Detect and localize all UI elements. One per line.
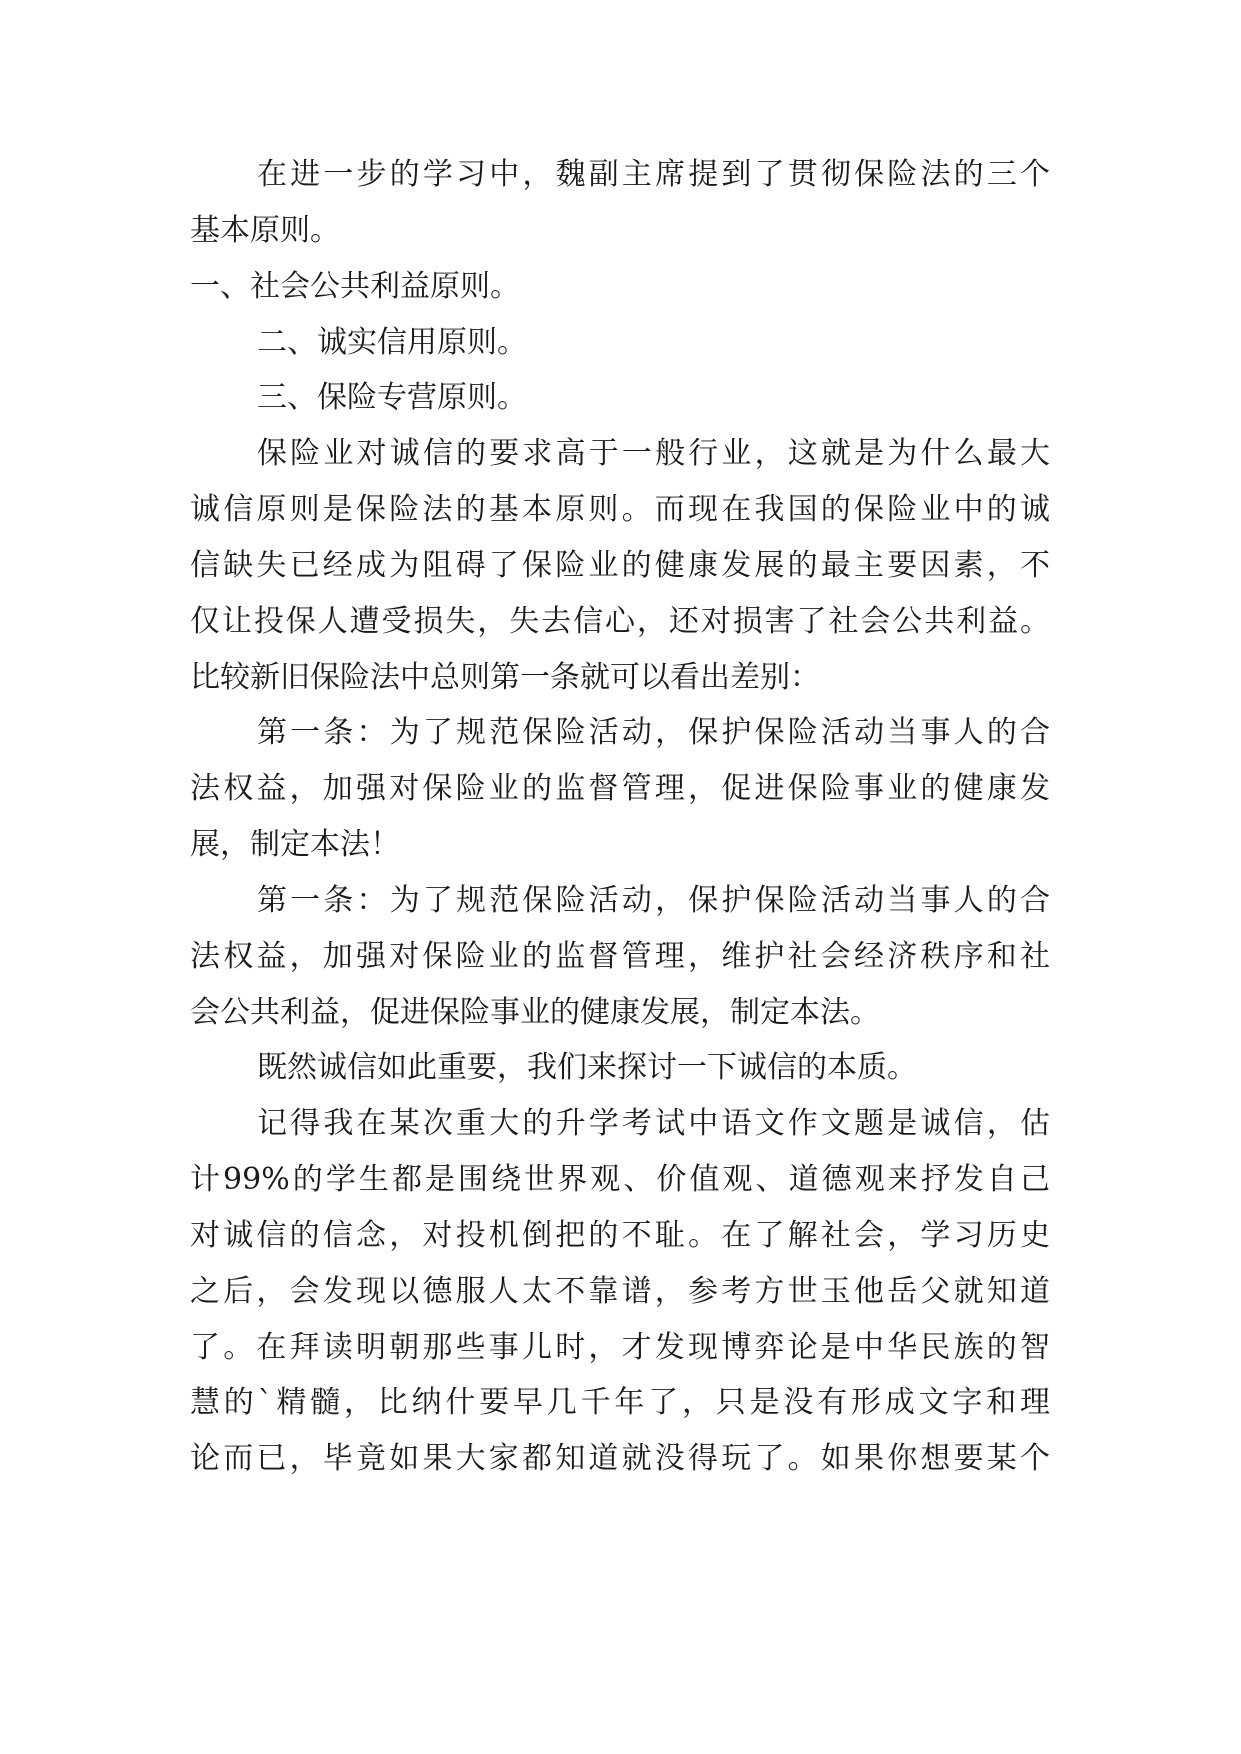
text-line: 既然诚信如此重要，我们来探讨一下诚信的本质。	[257, 1050, 917, 1085]
text-line: 论而已，毕竟如果大家都知道就没得玩了。如果你想要某个	[190, 1441, 1050, 1476]
text-line: 基本原则。	[190, 213, 340, 248]
text-line: 在进一步的学习中，魏副主席提到了贯彻保险法的三个	[257, 157, 1050, 192]
text-line: 之后，会发现以德服人太不靠谱，参考方世玉他岳父就知道	[190, 1274, 1050, 1309]
text-line: 对诚信的信念，对投机倒把的不耻。在了解社会，学习历史	[190, 1218, 1050, 1253]
text-line: 仅让投保人遭受损失，失去信心，还对损害了社会公共利益。	[190, 604, 1050, 639]
text-line: 会公共利益，促进保险事业的健康发展，制定本法。	[190, 995, 880, 1030]
text-line: 第一条：为了规范保险活动，保护保险活动当事人的合	[257, 715, 1050, 750]
text-line: 慧的`精髓，比纳什要早几千年了，只是没有形成文字和理	[190, 1385, 1050, 1420]
text-line: 记得我在某次重大的升学考试中语文作文题是诚信，估	[257, 1106, 1050, 1141]
text-line: 一、社会公共利益原则。	[190, 269, 520, 304]
text-line: 展，制定本法！	[190, 827, 400, 862]
text-line: 保险业对诚信的要求高于一般行业，这就是为什么最大	[257, 436, 1050, 471]
text-line: 计99%的学生都是围绕世界观、价值观、道德观来抒发自己	[190, 1162, 1050, 1197]
text-line: 法权益，加强对保险业的监督管理，维护社会经济秩序和社	[190, 939, 1050, 974]
text-line: 诚信原则是保险法的基本原则。而现在我国的保险业中的诚	[190, 492, 1050, 527]
text-line: 信缺失已经成为阻碍了保险业的健康发展的最主要因素，不	[190, 548, 1050, 583]
text-line: 第一条：为了规范保险活动，保护保险活动当事人的合	[257, 883, 1050, 918]
text-line: 三、保险专营原则。	[257, 380, 527, 415]
text-line: 了。在拜读明朝那些事儿时，才发现博弈论是中华民族的智	[190, 1330, 1050, 1365]
text-line: 二、诚实信用原则。	[257, 325, 527, 360]
text-line: 比较新旧保险法中总则第一条就可以看出差别：	[190, 660, 820, 695]
text-line: 法权益，加强对保险业的监督管理，促进保险事业的健康发	[190, 771, 1050, 806]
